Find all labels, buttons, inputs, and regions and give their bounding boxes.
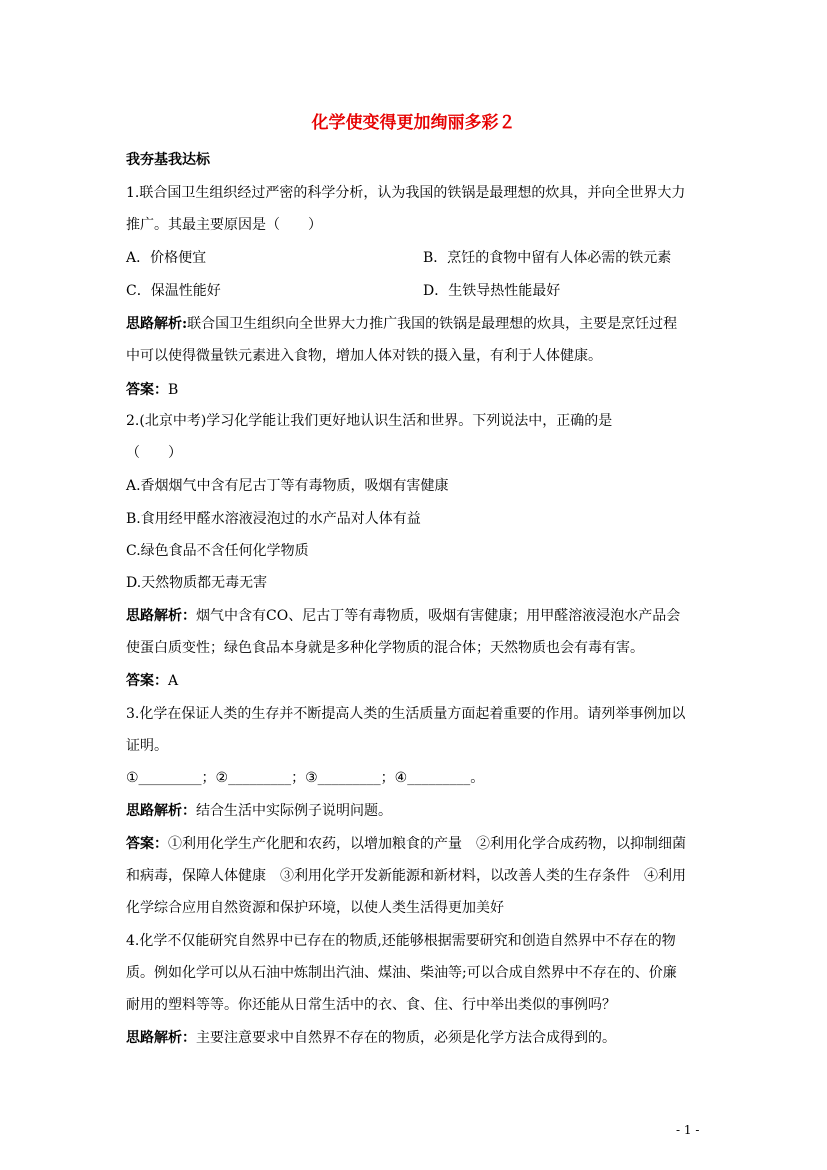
q2-option-c: C.绿色食品不含任何化学物质: [126, 543, 309, 559]
q2-stem-line1: 2.(北京中考)学习化学能让我们更好地认识生活和世界。下列说法中，正确的是: [126, 413, 613, 429]
q2-answer-label: 答案：: [126, 673, 168, 689]
q1-stem-line1: 1.联合国卫生组织经过严密的科学分析，认为我国的铁锅是最理想的炊具，并向全世界大力: [126, 185, 686, 201]
q4-analysis-text: 主要注意要求中自然界不存在的物质，必须是化学方法合成得到的。: [196, 1030, 616, 1046]
q2-analysis-text: 烟气中含有CO、尼古丁等有毒物质，吸烟有害健康；用甲醛溶液浸泡水产品会: [196, 608, 681, 624]
q2-stem-line2: （ ）: [126, 445, 182, 461]
q2-option-b: B.食用经甲醛水溶液浸泡过的水产品对人体有益: [126, 511, 421, 527]
q3-stem-line1: 3.化学在保证人类的生存并不断提高人类的生活质量方面起着重要的作用。请列举事例加以: [126, 706, 686, 722]
q1-analysis-line1: [126, 314, 677, 334]
q4-stem-line1: 4.化学不仅能研究自然界中已存在的物质,还能够根据需要研究和创造自然界中不存在的物: [126, 933, 676, 949]
q1-analysis-label: 思路解析:: [126, 316, 188, 332]
q4-stem-line3: 耐用的塑料等等。你还能从日常生活中的衣、食、住、行中举出类似的事例吗？: [126, 997, 616, 1013]
q3-blanks: ①_________；②_________；③_________；④_________。: [126, 770, 485, 786]
page-number: - 1 -: [676, 1123, 700, 1137]
q3-answer-line3: 化学综合应用自然资源和保护环境，以使人类生活得更加美好: [126, 900, 504, 916]
q1-answer-label: 答案：: [126, 382, 168, 398]
q1-option-c: C．保温性能好: [126, 283, 221, 299]
q4-stem-line2: 质。例如化学可以从石油中炼制出汽油、煤油、柴油等;可以合成自然界中不存在的、价廉: [126, 965, 677, 981]
q3-answer-line1: [126, 834, 686, 854]
q3-answer-label: 答案：: [126, 836, 168, 852]
q3-analysis: [126, 801, 392, 821]
q1-option-d: D．生铁导热性能最好: [423, 283, 561, 299]
q3-answer-text: ①利用化学生产化肥和农药，以增加粮食的产量 ②利用化学合成药物，以抑制细菌: [168, 836, 686, 852]
q2-option-d: D.天然物质都无毒无害: [126, 575, 268, 591]
q2-option-a: A.香烟烟气中含有尼古丁等有毒物质，吸烟有害健康: [126, 478, 449, 494]
q3-answer-line2: 和病毒，保障人体健康 ③利用化学开发新能源和新材料，以改善人类的生存条件 ④利用: [126, 868, 686, 884]
document-title: 化学使变得更加绚丽多彩２: [311, 113, 516, 133]
q2-answer: [126, 671, 178, 691]
q1-option-a: A．价格便宜: [126, 250, 207, 266]
q2-analysis-line2: 使蛋白质变性；绿色食品本身就是多种化学物质的混合体；天然物质也会有毒有害。: [126, 640, 644, 656]
q2-answer-value: A: [168, 673, 179, 689]
q2-analysis-label: 思路解析：: [126, 608, 196, 624]
q1-stem-line2: 推广。其最主要原因是（ ）: [126, 217, 322, 233]
q4-analysis: [126, 1028, 616, 1048]
q1-analysis-text: 联合国卫生组织向全世界大力推广我国的铁锅是最理想的炊具，主要是烹饪过程: [187, 316, 678, 332]
q1-answer-value: B: [168, 382, 179, 398]
q4-analysis-label: 思路解析：: [126, 1030, 196, 1046]
q1-analysis-line2: 中可以使得微量铁元素进入食物，增加人体对铁的摄入量，有利于人体健康。: [126, 348, 602, 364]
q3-analysis-text: 结合生活中实际例子说明问题。: [196, 803, 392, 819]
q3-stem-line2: 证明。: [126, 738, 168, 754]
q1-answer: [126, 380, 178, 400]
q2-analysis-line1: [126, 606, 680, 626]
q3-analysis-label: 思路解析：: [126, 803, 196, 819]
section-heading: 我夯基我达标: [126, 152, 210, 168]
q1-option-b: B．烹饪的食物中留有人体必需的铁元素: [423, 250, 672, 266]
